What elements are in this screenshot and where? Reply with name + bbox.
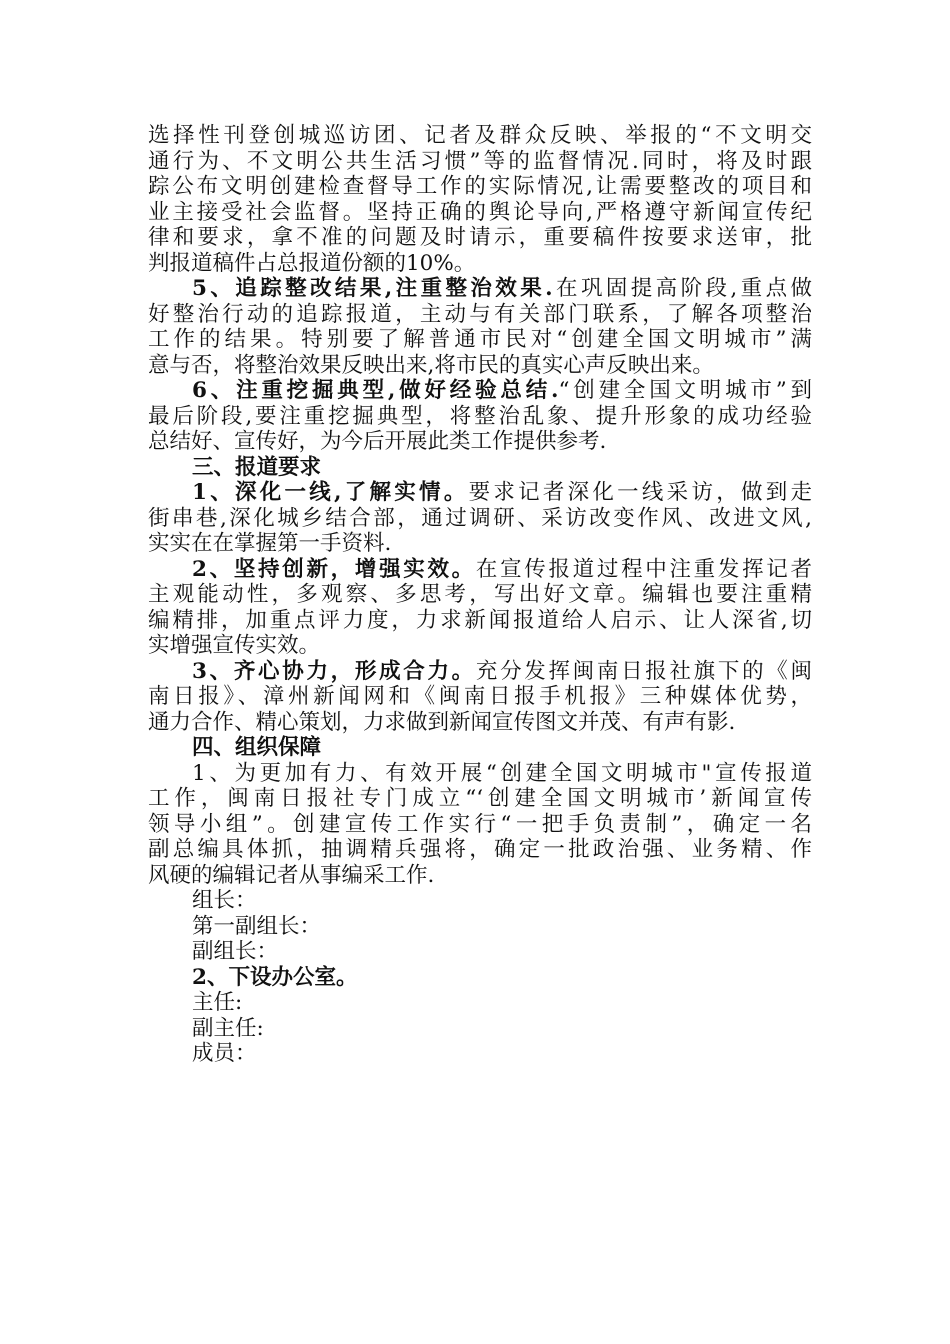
section-heading: 三、报道要求 [192,454,322,480]
text-line: 通行为、不文明公共生活习惯”等的监督情况.同时，将及时跟 [148,148,812,174]
item-text: 要求记者深化一线采访，做到走 [468,480,812,505]
text-line: 律和要求，拿不准的问题及时请示，重要稿件按要求送审，批 [148,225,812,250]
text-line: 选择性刊登创城巡访团、记者及群众反映、举报的“不文明交 [148,123,812,148]
text-line: 总结好、宣传好，为今后开展此类工作提供参考. [148,429,607,454]
text-line: 工作，闽南日报社专门成立“‘创建全国文明城市’新闻宣传 [148,786,812,811]
text-line: 风硬的编辑记者从事编采工作. [148,862,435,888]
text-line: 通力合作、精心策划，力求做到新闻宣传图文并茂、有声有影. [148,709,736,735]
text-line: 好整治行动的追踪报道，主动与有关部门联系，了解各项整治 [148,301,812,327]
text-line: 最后阶段,要注重挖掘典型，将整治乱象、提升形象的成功经验 [148,403,812,429]
paragraph-item-5 [148,276,812,378]
text-line: 踪公布文明创建检查督导工作的实际情况,让需要整改的项目和 [148,174,812,199]
text-line: 业主接受社会监督。坚持正确的舆论导向,严格遵守新闻宣传纪 [148,199,812,225]
paragraph-requirement-1 [148,480,812,557]
item-text: 充分发挥闽南日报社旗下的《闽 [475,658,812,684]
item-heading: 5、追踪整改结果,注重整治效果. [192,276,553,301]
text-line: 南日报》、漳州新闻网和《闽南日报手机报》三种媒体优势， [148,684,812,709]
item-text: 在巩固提高阶段,重点做 [552,276,812,301]
text-line [148,276,812,302]
role-deputy-director: 副主任: [192,1015,264,1041]
text-line: 实实在在掌握第一手资料. [148,531,392,556]
item-heading: 1、深化一线,了解实情。 [192,480,469,505]
paragraph-requirement-2 [148,557,812,659]
section-heading: 四、组织保障 [192,735,322,760]
text-line: 意与否，将整治效果反映出来,将市民的真实心声反映出来。 [148,352,714,378]
subsection-heading: 2、下设办公室。 [192,964,358,990]
text-line: 副总编具体抓，抽调精兵强将，确定一批政治强、业务精、作 [148,837,812,862]
item-text: 在宣传报道过程中注重发挥记者 [475,556,812,582]
role-director: 主任: [192,990,243,1015]
item-heading: 3、齐心协力，形成合力。 [192,658,476,684]
text-line [148,659,812,685]
text-line: 工作的结果。特别要了解普通市民对“创建全国文明城市”满 [148,327,812,352]
text-line: 1、为更加有力、有效开展“创建全国文明城市"宣传报道 [192,760,812,786]
role-members: 成员： [192,1041,257,1066]
paragraph-requirement-3 [148,659,812,736]
text-line [148,378,812,404]
text-line: 街串巷,深化城乡结合部，通过调研、采访改变作风、改进文风, [148,505,812,531]
text-line: 主观能动性，多观察、多思考，写出好文章。编辑也要注重精 [148,582,812,607]
paragraph-organization-1 [148,761,812,889]
item-heading: 2、坚持创新，增强实效。 [192,556,476,582]
text-line [148,557,812,583]
text-line: 实增强宣传实效。 [148,633,321,658]
item-text: “创建全国文明城市”到 [558,378,812,403]
text-line [148,480,812,506]
document-page [148,123,812,1067]
item-heading: 6、注重挖掘典型,做好经验总结. [192,378,559,403]
text-line: 编精排，加重点评力度，力求新闻报道给人启示、让人深省,切 [148,607,812,633]
paragraph-item-6 [148,378,812,455]
role-first-deputy: 第一副组长： [192,913,322,939]
role-deputy: 副组长： [192,939,279,964]
text-line: 领导小组”。创建宣传工作实行“一把手负责制”，确定一名 [148,811,812,837]
role-leader: 组长： [192,888,257,913]
paragraph-supervision [148,123,812,276]
text-line: 判报道稿件占总报道份额的10%。 [148,250,476,276]
